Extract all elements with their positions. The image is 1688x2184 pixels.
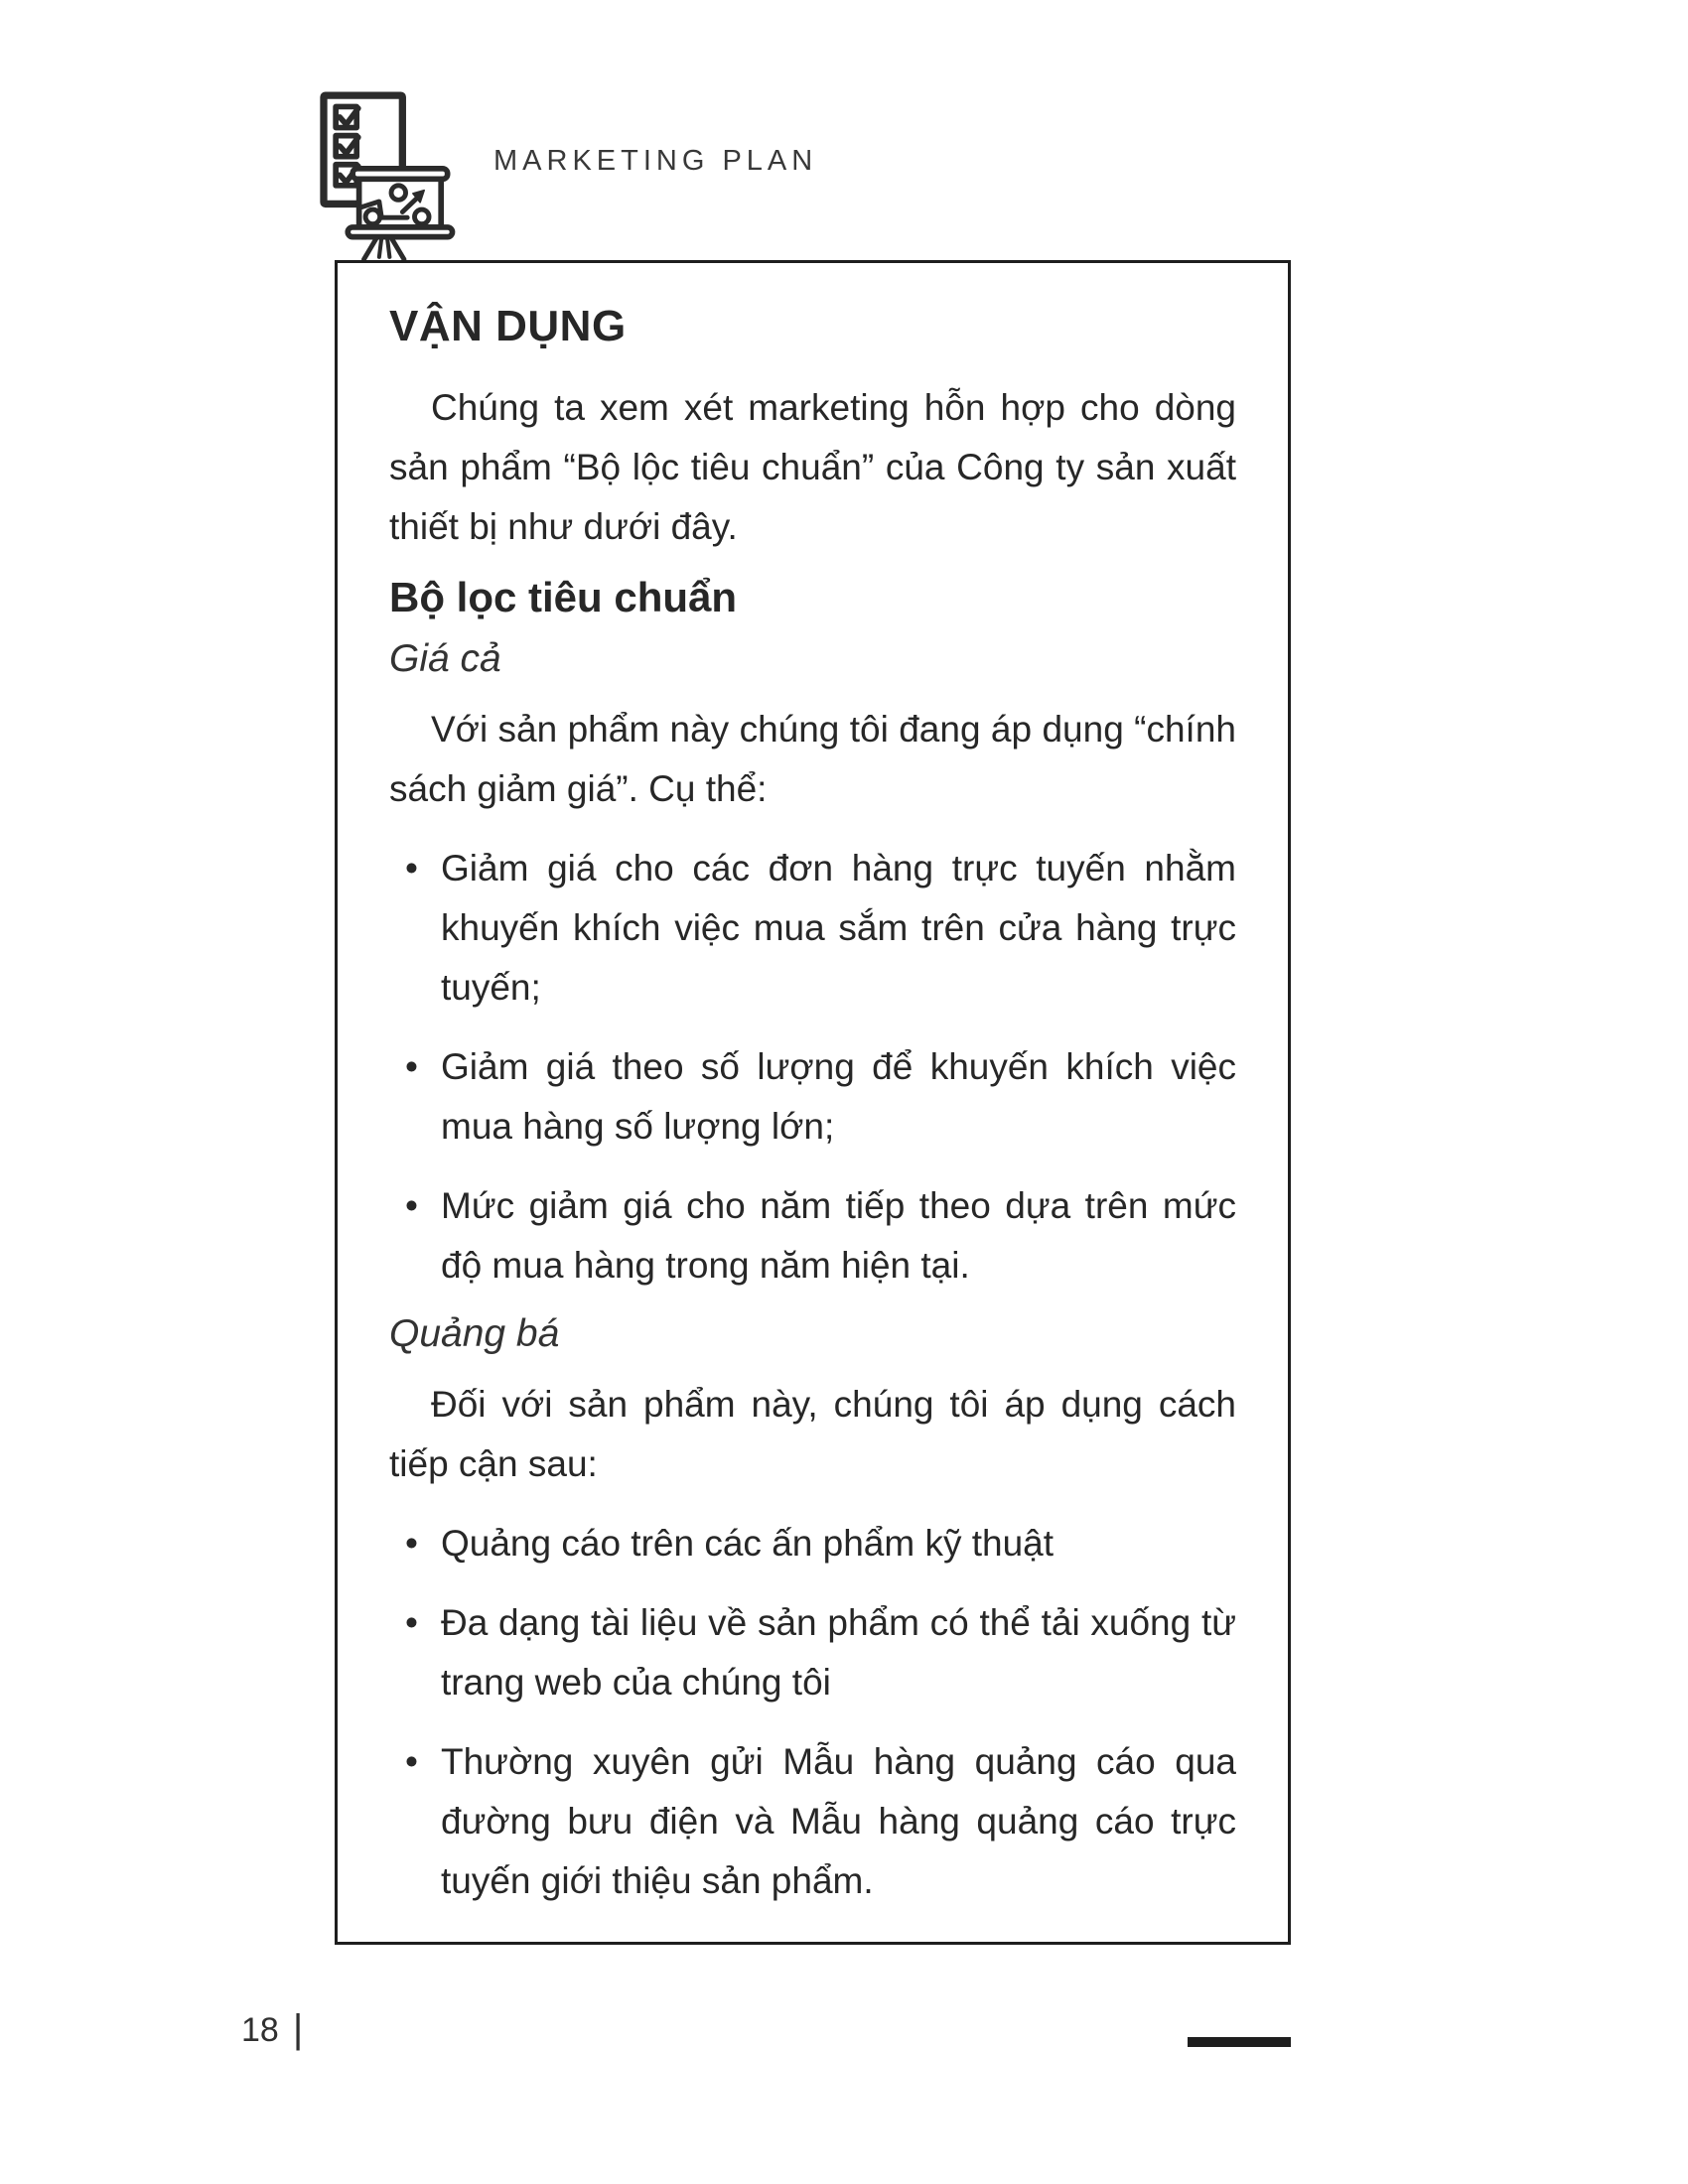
marketing-plan-icon <box>290 89 459 263</box>
page-number <box>241 2007 304 2051</box>
price-intro-paragraph: Với sản phẩm này chúng tôi đang áp dụng “chính sách giảm giá”. Cụ thể: <box>389 709 1236 809</box>
header-title: MARKETING PLAN <box>493 145 818 177</box>
promotion-bullet-list <box>389 1514 1236 1911</box>
section-label-promotion: Quảng bá <box>389 1312 560 1355</box>
promotion-intro-paragraph: Đối với sản phẩm này, chúng tôi áp dụng cách tiếp cận sau: <box>389 1384 1236 1484</box>
footer-rule <box>1188 2037 1291 2047</box>
bullet-item: • Giảm giá cho các đơn hàng trực tuyến nhằm khuyến khích việc mua sắm trên cửa hàng trực tuyến; <box>389 839 1236 1018</box>
page-number-separator: | <box>292 2007 304 2051</box>
bullet-item: • Giảm giá theo số lượng để khuyến khích việc mua hàng số lượng lớn; <box>389 1037 1236 1157</box>
bullet-item: • Quảng cáo trên các ấn phẩm kỹ thuật <box>389 1514 1236 1573</box>
bullet-item: • Đa dạng tài liệu về sản phẩm có thể tải xuống từ trang web của chúng tôi <box>389 1593 1236 1712</box>
bullet-item: • Mức giảm giá cho năm tiếp theo dựa trên mức độ mua hàng trong năm hiện tại. <box>389 1176 1236 1296</box>
box-heading: VẬN DỤNG <box>389 302 627 350</box>
bullet-item: • Thường xuyên gửi Mẫu hàng quảng cáo qua đường bưu điện và Mẫu hàng quảng cáo trực tuyến giới thiệu sản phẩm. <box>389 1732 1236 1911</box>
page-number-value: 18 <box>241 2011 279 2049</box>
intro-paragraph: Chúng ta xem xét marketing hỗn hợp cho dòng sản phẩm “Bộ lộc tiêu chuẩn” của Công ty sản xuất thiết bị như dưới đây. <box>389 387 1236 547</box>
price-bullet-list <box>389 839 1236 1296</box>
callout-box <box>335 260 1291 1945</box>
box-subheading: Bộ lọc tiêu chuẩn <box>389 574 738 620</box>
section-label-price: Giá cả <box>389 637 501 680</box>
